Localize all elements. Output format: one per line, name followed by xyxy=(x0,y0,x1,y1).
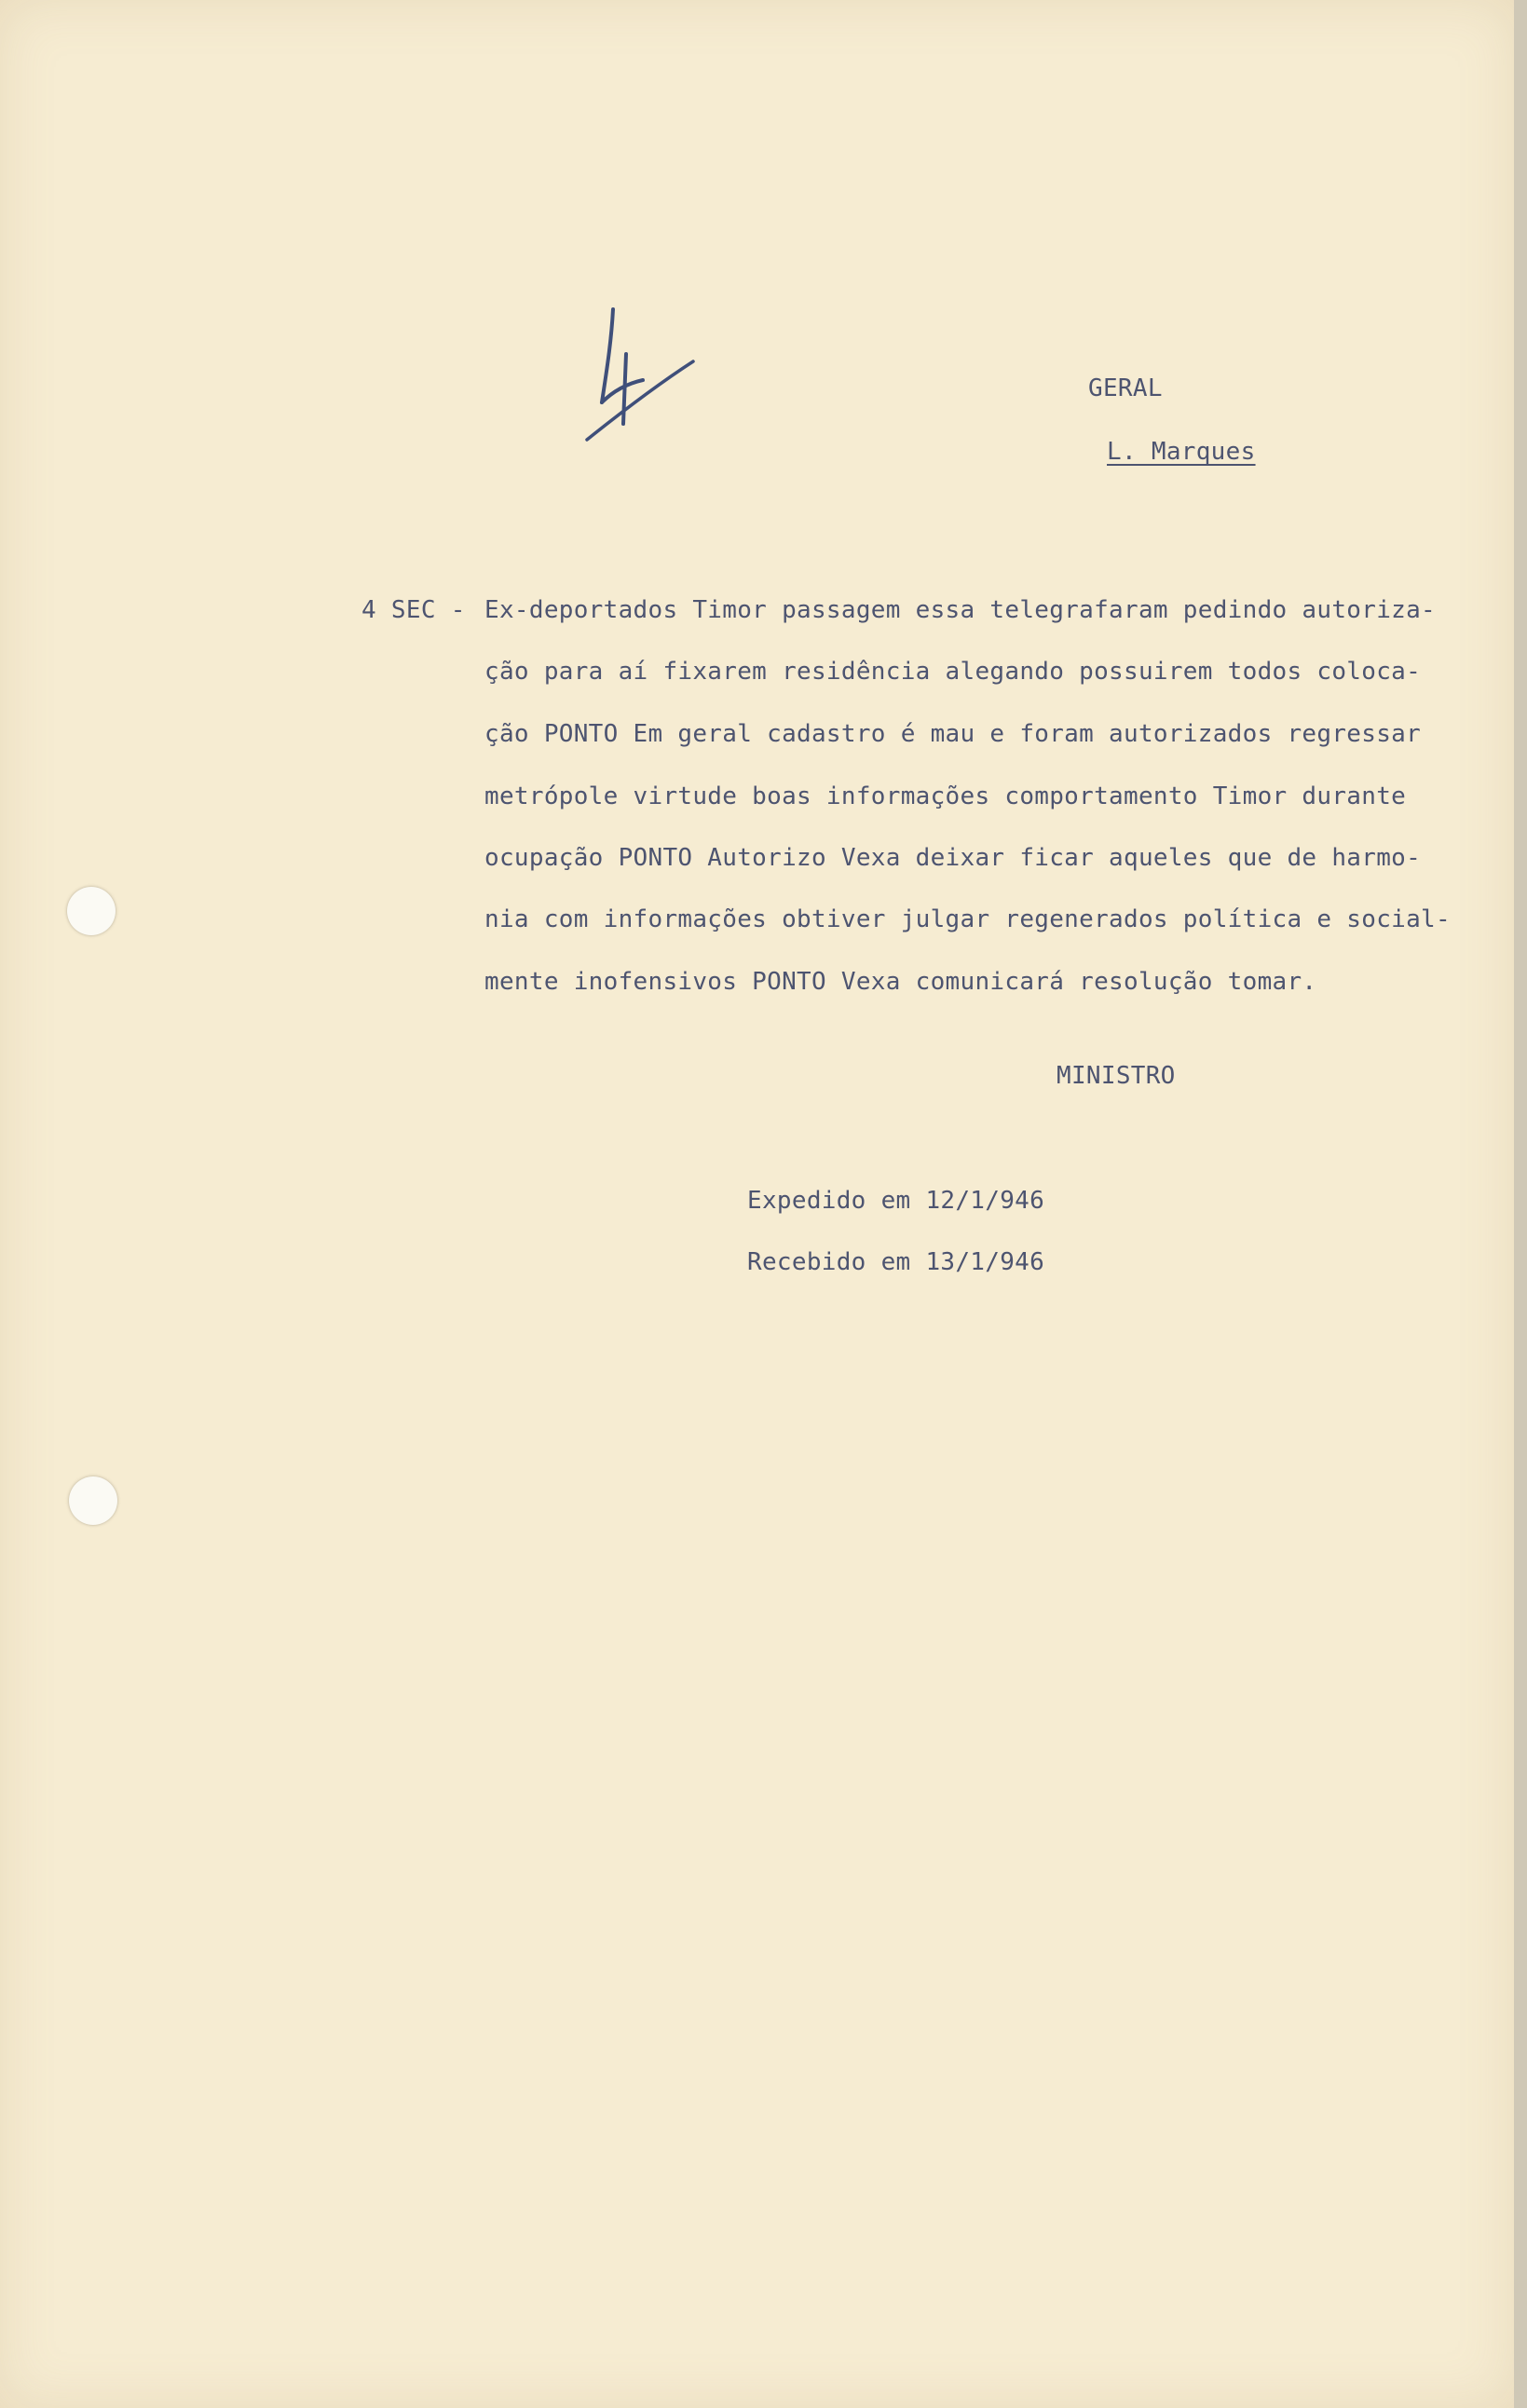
heading-geral: GERAL xyxy=(1088,374,1163,402)
message-line: ção PONTO Em geral cadastro é mau e foram autorizados regressar xyxy=(484,720,1422,748)
signature: MINISTRO xyxy=(1057,1062,1176,1090)
message-line: metrópole virtude boas informações comportamento Timor durante xyxy=(484,782,1407,810)
message-line: mente inofensivos PONTO Vexa comunicará resolução tomar. xyxy=(484,968,1317,996)
handwritten-folio-number xyxy=(578,298,699,456)
message-line: nia com informações obtiver julgar regenerados política e social- xyxy=(484,905,1451,933)
message-line: Ex-deportados Timor passagem essa telegrafaram pedindo autoriza- xyxy=(484,596,1437,624)
message-line: ção para aí fixarem residência alegando possuirem todos coloca- xyxy=(484,658,1422,686)
dispatch-received: Recebido em 13/1/946 xyxy=(747,1248,1045,1276)
dispatch-sent: Expedido em 12/1/946 xyxy=(747,1187,1045,1215)
punch-hole xyxy=(69,1476,117,1525)
punch-hole xyxy=(67,887,116,935)
sender-name: L. Marques xyxy=(1107,438,1256,466)
message-line: ocupação PONTO Autorizo Vexa deixar ficar aqueles que de harmo- xyxy=(484,844,1422,872)
page-edge xyxy=(1514,0,1527,2408)
section-prefix: 4 SEC - xyxy=(361,596,481,624)
